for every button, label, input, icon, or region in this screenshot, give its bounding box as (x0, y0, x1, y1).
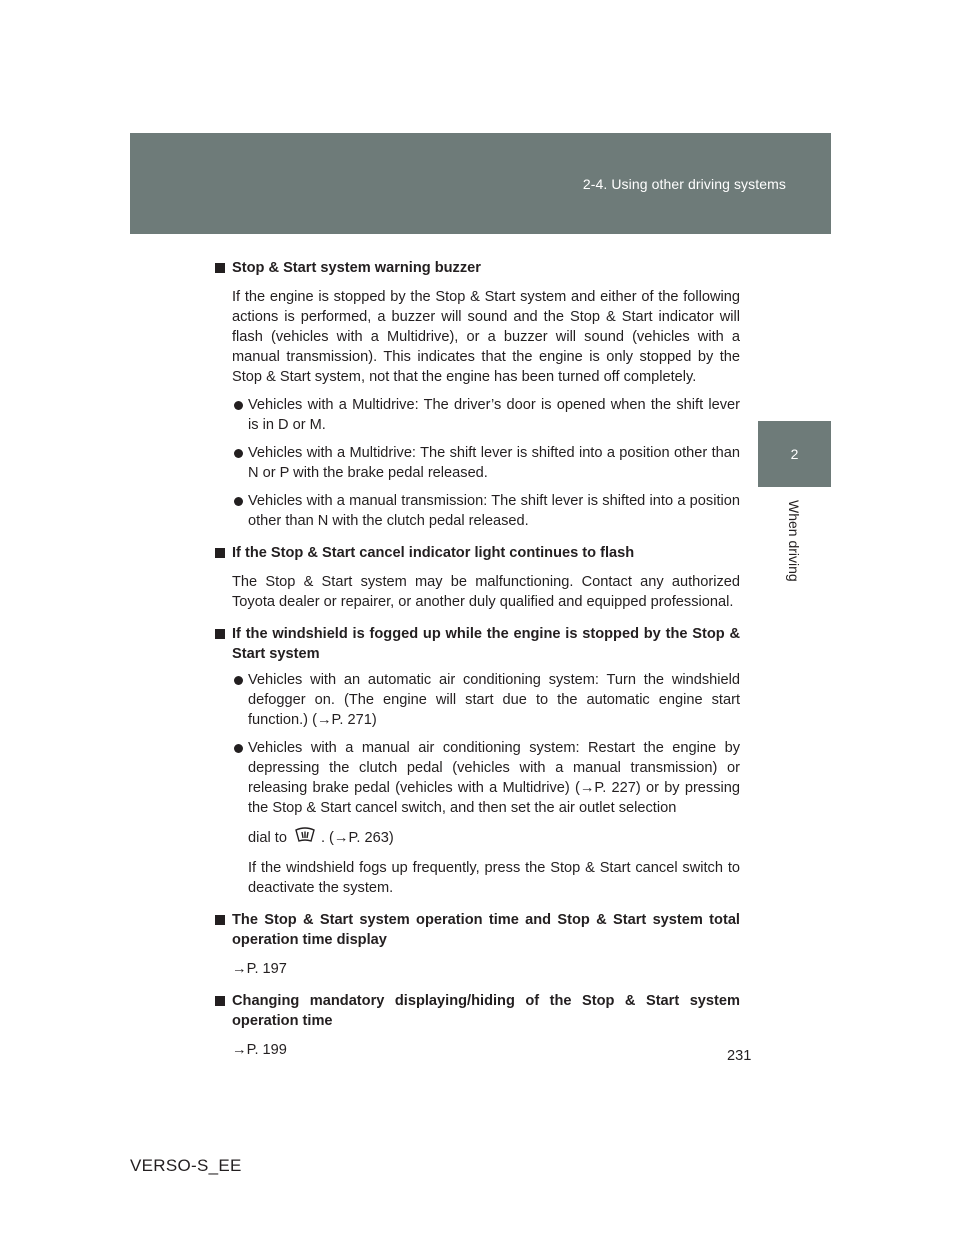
round-bullet-icon (234, 676, 243, 685)
chapter-number: 2 (790, 446, 799, 462)
page-reference-link[interactable]: →P. 197 (232, 961, 287, 977)
square-bullet-icon (215, 915, 225, 925)
round-bullet-icon (234, 401, 243, 410)
chapter-title: When driving (786, 500, 802, 582)
page-content (210, 258, 740, 1068)
section-heading-windshield: If the windshield is fogged up while the engine is stopped by the Stop & Start system (210, 624, 740, 664)
section-heading-mandatory-display: Changing mandatory displaying/hiding of the Stop & Start system operation time (210, 991, 740, 1031)
square-bullet-icon (215, 548, 225, 558)
section-heading-cancel-light: If the Stop & Start cancel indicator light continues to flash (210, 543, 740, 563)
round-bullet-icon (234, 497, 243, 506)
section-header-bar (130, 133, 831, 234)
list-item: Vehicles with an automatic air conditioning system: Turn the windshield defogger on. (The engine will start due to the automatic engine start function.) (→P. 271) (210, 670, 740, 730)
windshield-defroster-icon (295, 826, 315, 850)
buzzer-body: If the engine is stopped by the Stop & Start system and either of the following actions is performed, a buzzer will sound and the Stop & Start indicator will flash (vehicles with a Multidrive), or a buzzer will sound (vehicles with a manual transmission). This indicates that the engine is only stopped by the Stop & Start system, not that the engine has been turned off completely. (232, 289, 740, 385)
square-bullet-icon (215, 629, 225, 639)
model-code: VERSO-S_EE (130, 1156, 242, 1175)
round-bullet-icon (234, 449, 243, 458)
list-item: Vehicles with a manual air conditioning system: Restart the engine by depressing the clutch pedal (vehicles with a manual transmission) or releasing brake pedal (vehicles with a Multidrive) (→P. 227) or by pressing the Stop & Start cancel switch, and then set the air outlet selection (210, 738, 740, 818)
list-item: Vehicles with a manual transmission: The shift lever is shifted into a position other than N with the clutch pedal released. (210, 491, 740, 531)
windshield-note: If the windshield fogs up frequently, press the Stop & Start cancel switch to deactivate the system. (248, 860, 740, 896)
section-heading-buzzer: Stop & Start system warning buzzer (210, 258, 740, 278)
round-bullet-icon (234, 744, 243, 753)
section-title: 2-4. Using other driving systems (582, 176, 786, 192)
chapter-tab (758, 421, 831, 487)
dial-setting-line: dial to . (→P. 263) (210, 826, 740, 850)
list-item: Vehicles with a Multidrive: The shift lever is shifted into a position other than N or P with the brake pedal released. (210, 443, 740, 483)
cancel-light-body: The Stop & Start system may be malfunctioning. Contact any authorized Toyota dealer or repairer, or another duly qualified and equipped professional. (232, 574, 740, 610)
square-bullet-icon (215, 263, 225, 273)
square-bullet-icon (215, 996, 225, 1006)
page-reference-link[interactable]: →P. 199 (232, 1042, 287, 1058)
list-item: Vehicles with a Multidrive: The driver’s door is opened when the shift lever is in D or M. (210, 395, 740, 435)
page-number: 231 (727, 1048, 752, 1064)
section-heading-operation-time-display: The Stop & Start system operation time and Stop & Start system total operation time display (210, 910, 740, 950)
